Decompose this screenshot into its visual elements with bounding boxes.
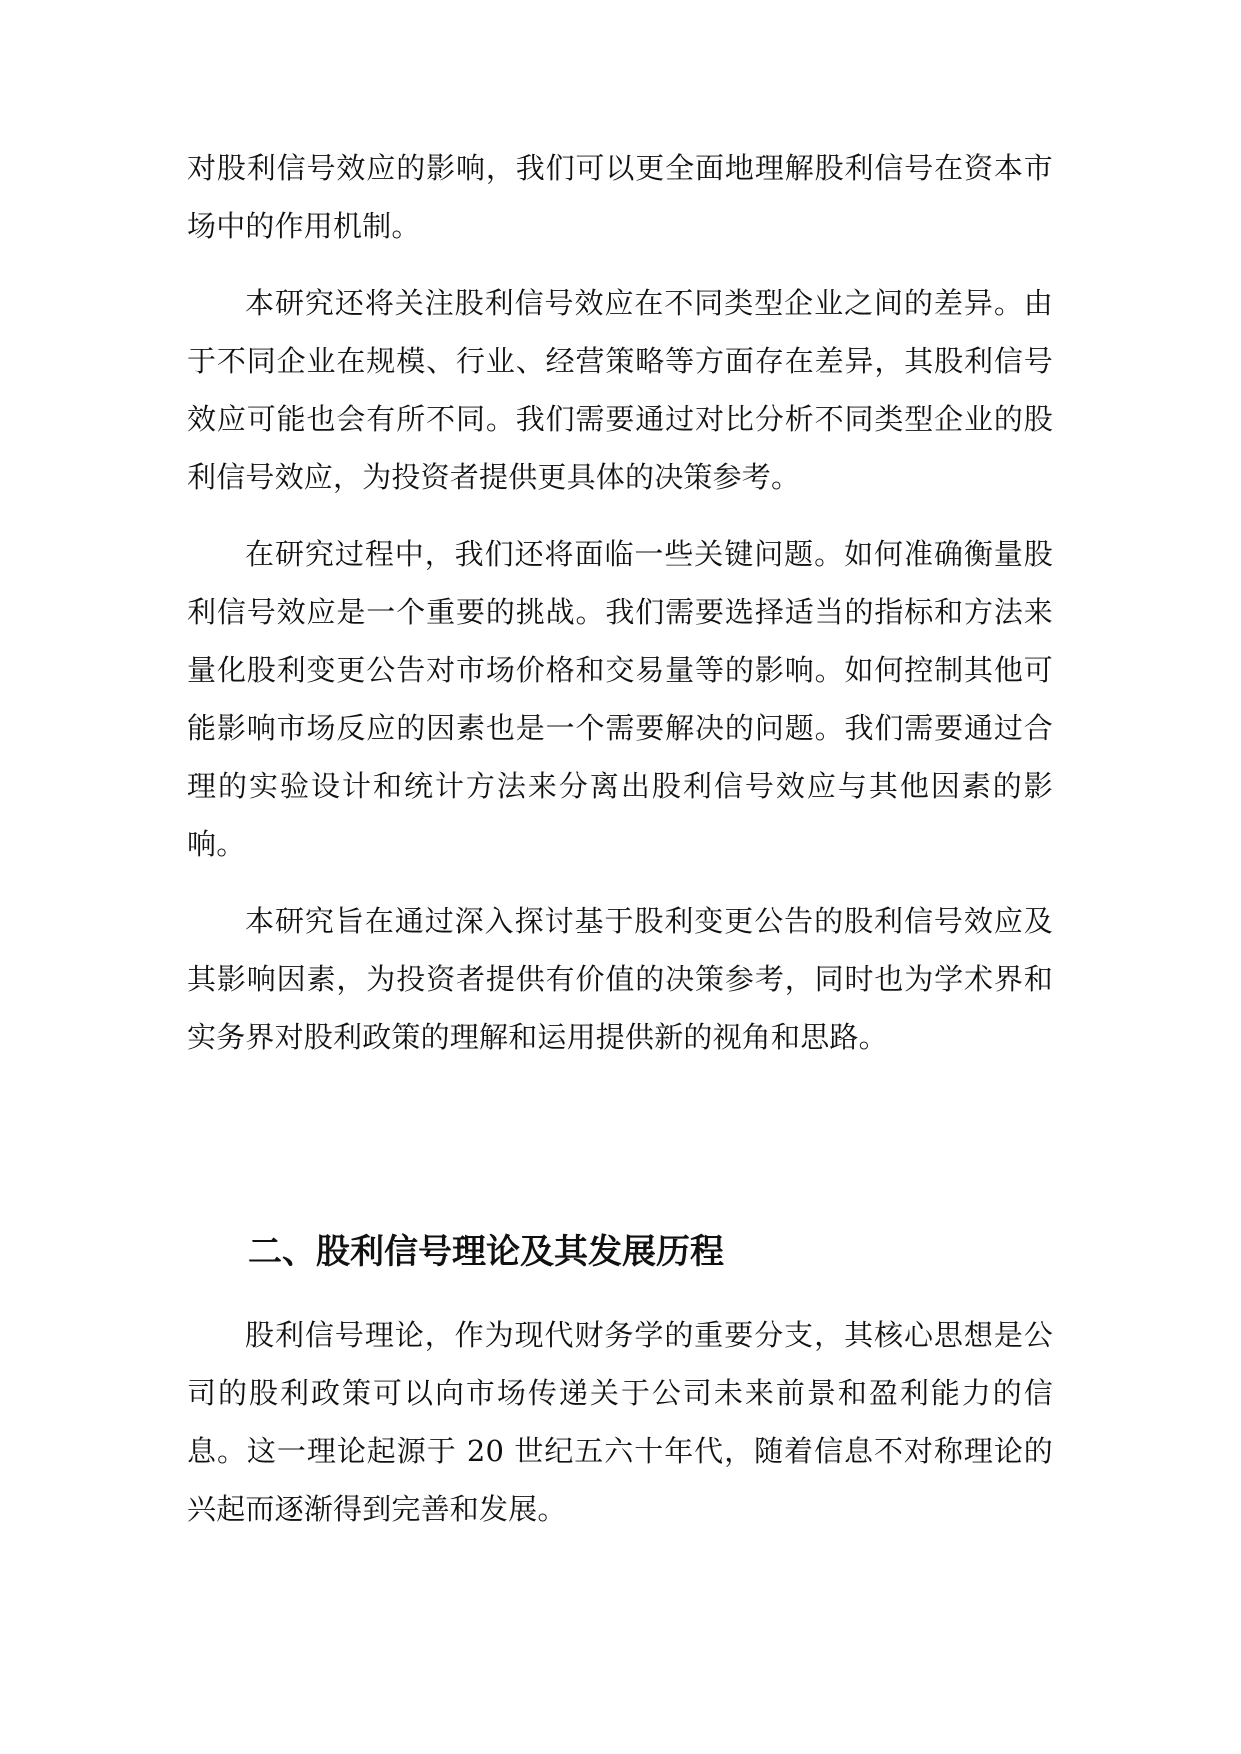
body-text-bottom [187,1306,1053,1557]
paragraph: 股利信号理论，作为现代财务学的重要分支，其核心思想是公司的股利政策可以向市场传递关于公司未来前景和盈利能力的信息。这一理论起源于 20 世纪五六十年代，随着信息不对称理论的兴起而逐渐得到完善和发展。 [187,1318,1053,1526]
paragraph: 本研究还将关注股利信号效应在不同类型企业之间的差异。由于不同企业在规模、行业、经营策略等方面存在差异，其股利信号效应可能也会有所不同。我们需要通过对比分析不同类型企业的股利信号效应，为投资者提供更具体的决策参考。 [187,286,1053,494]
paragraph-continued: 对股利信号效应的影响，我们可以更全面地理解股利信号在资本市场中的作用机制。 [187,151,1053,243]
paragraph: 在研究过程中，我们还将面临一些关键问题。如何准确衡量股利信号效应是一个重要的挑战。我们需要选择适当的指标和方法来量化股利变更公告对市场价格和交易量等的影响。如何控制其他可能影响市场反应的因素也是一个需要解决的问题。我们需要通过合理的实验设计和统计方法来分离出股利信号效应与其他因素的影响。 [187,537,1053,861]
section-heading: 二、股利信号理论及其发展历程 [248,1232,724,1272]
paragraph: 本研究旨在通过深入探讨基于股利变更公告的股利信号效应及其影响因素，为投资者提供有价值的决策参考，同时也为学术界和实务界对股利政策的理解和运用提供新的视角和思路。 [187,904,1053,1054]
body-text-top [187,139,1053,1085]
